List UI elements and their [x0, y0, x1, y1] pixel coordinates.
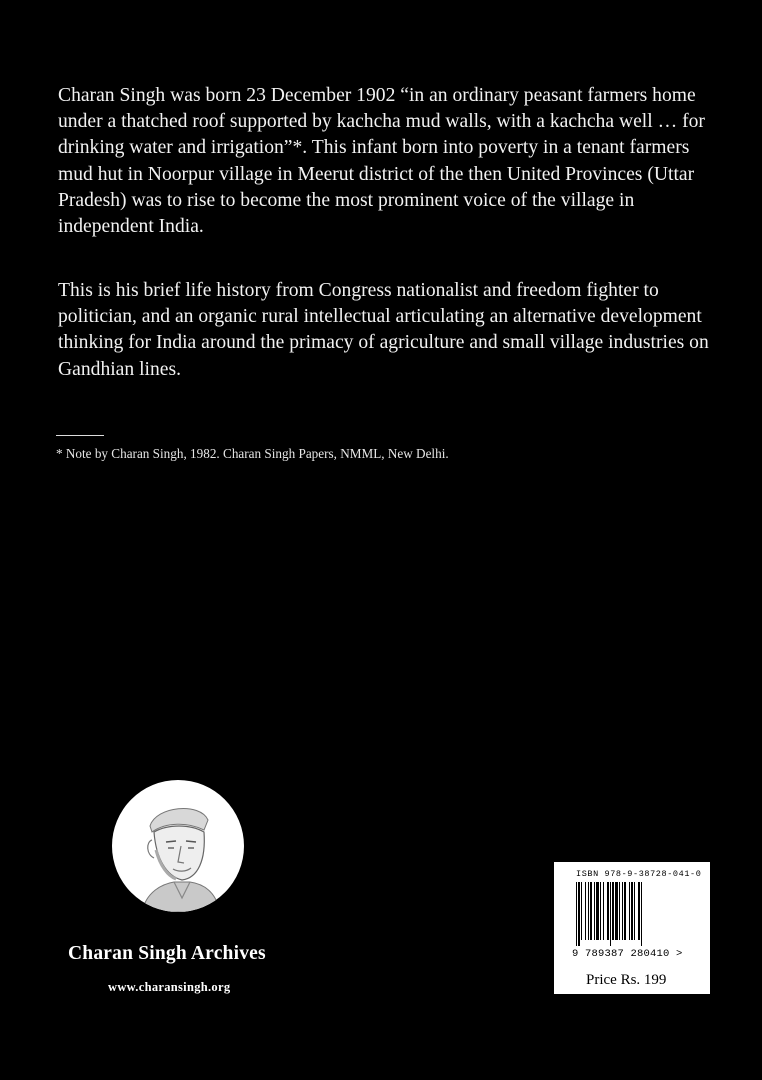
publisher-name: Charan Singh Archives [68, 943, 266, 964]
publisher-website: www.charansingh.org [108, 980, 231, 994]
price-label: Price Rs. 199 [586, 972, 667, 988]
footnote: * Note by Charan Singh, 1982. Charan Singh Papers, NMML, New Delhi. [56, 446, 449, 461]
blurb-paragraph-1: Charan Singh was born 23 December 1902 “in an ordinary peasant farmers home under a thatched roof supported by kachcha mud walls, with a kachcha well … for drinking water and irrigation”*. This infant born into poverty in a tenant farmers mud hut in Noorpur village in Meerut district of the then United Provinces (Uttar Pradesh) was to rise to become the most prominent voice of the village in independent India. [58, 85, 705, 238]
barcode-icon [576, 882, 688, 946]
barcode-digits: 9 789387 280410 > [572, 948, 683, 960]
footnote-divider [56, 435, 104, 436]
isbn-label: ISBN 978-9-38728-041-0 [576, 869, 702, 879]
blurb-paragraph-2: This is his brief life history from Congress nationalist and freedom fighter to politician, and an organic rural intellectual articulating an alternative development thinking for India around the primacy of agriculture and small village industries on Gandhian lines. [58, 280, 709, 380]
portrait-medallion-icon [112, 780, 244, 912]
barcode-panel [554, 862, 710, 994]
